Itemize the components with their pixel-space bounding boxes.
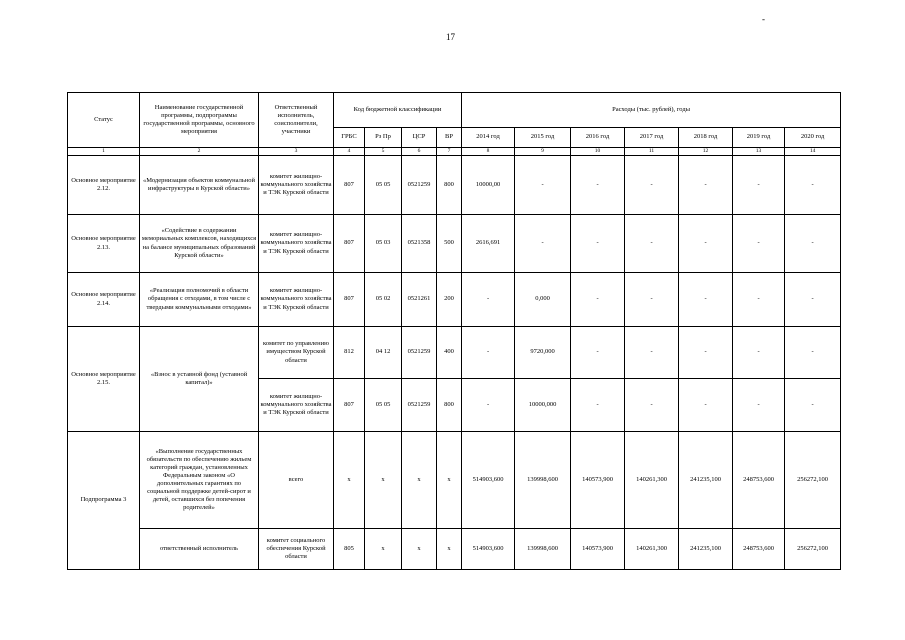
value-2018: - (679, 273, 733, 327)
vr-cell: 800 (437, 379, 462, 432)
index-cell: 13 (733, 148, 785, 156)
index-cell: 14 (785, 148, 841, 156)
status-cell: Основное мероприятие 2.13. (68, 215, 140, 273)
rzpr-cell: х (365, 529, 402, 570)
responsible-cell: комитет жилищно-коммунального хозяйства и ТЭК Курской области (259, 379, 334, 432)
value-2014: 10000,00 (462, 156, 515, 215)
value-2017: - (625, 215, 679, 273)
grbs-cell: 807 (334, 156, 365, 215)
rzpr-cell: 05 02 (365, 273, 402, 327)
index-cell: 10 (571, 148, 625, 156)
table-row (68, 529, 841, 570)
index-cell: 4 (334, 148, 365, 156)
value-2014: - (462, 273, 515, 327)
header-year: 2020 год (785, 128, 841, 148)
header-year: 2014 год (462, 128, 515, 148)
value-2017: 140261,300 (625, 529, 679, 570)
csr-cell: х (402, 529, 437, 570)
responsible-cell: комитет жилищно-коммунального хозяйства и ТЭК Курской области (259, 215, 334, 273)
csr-cell: х (402, 432, 437, 529)
value-2020: - (785, 327, 841, 379)
grbs-cell: 807 (334, 273, 365, 327)
value-2018: - (679, 327, 733, 379)
value-2019: - (733, 273, 785, 327)
value-2017: - (625, 273, 679, 327)
index-cell: 3 (259, 148, 334, 156)
table-row (68, 432, 841, 529)
value-2020: - (785, 379, 841, 432)
header-year: 2018 год (679, 128, 733, 148)
value-2020: - (785, 273, 841, 327)
grbs-cell: х (334, 432, 365, 529)
value-2016: - (571, 327, 625, 379)
vr-cell: 200 (437, 273, 462, 327)
name-cell: «Выполнение государственных обязательств по обеспечению жильем категорий граждан, установленных Федеральным законом «О дополнительных гарантиях по социальной поддержке детей-сирот и детей, оставшихся без попечения родителей» (140, 432, 259, 529)
status-cell: Основное мероприятие 2.12. (68, 156, 140, 215)
responsible-cell: комитет по управлению имуществом Курской области (259, 327, 334, 379)
table-row (68, 215, 841, 273)
value-2015: - (515, 215, 571, 273)
value-2019: - (733, 156, 785, 215)
grbs-cell: 812 (334, 327, 365, 379)
csr-cell: 0521259 (402, 156, 437, 215)
rzpr-cell: 05 05 (365, 379, 402, 432)
index-cell: 7 (437, 148, 462, 156)
csr-cell: 0521358 (402, 215, 437, 273)
header-code-group: Код бюджетной классификации (334, 93, 462, 128)
value-2019: - (733, 327, 785, 379)
index-cell: 8 (462, 148, 515, 156)
value-2014: 2616,691 (462, 215, 515, 273)
responsible-cell: комитет социального обеспечения Курской области (259, 529, 334, 570)
grbs-cell: 807 (334, 215, 365, 273)
table-row (68, 156, 841, 215)
header-year: 2017 год (625, 128, 679, 148)
rzpr-cell: 05 03 (365, 215, 402, 273)
value-2019: 248753,600 (733, 529, 785, 570)
value-2018: - (679, 215, 733, 273)
vr-cell: х (437, 529, 462, 570)
value-2019: 248753,600 (733, 432, 785, 529)
value-2015: 9720,000 (515, 327, 571, 379)
value-2014: 514903,600 (462, 529, 515, 570)
name-cell: «Реализация полномочий в области обращения с отходами, в том числе с твердыми коммунальными отходами» (140, 273, 259, 327)
table-row (68, 273, 841, 327)
value-2017: 140261,300 (625, 432, 679, 529)
rzpr-cell: 05 05 (365, 156, 402, 215)
value-2015: 139998,600 (515, 529, 571, 570)
value-2014: 514903,600 (462, 432, 515, 529)
value-2019: - (733, 215, 785, 273)
value-2017: - (625, 379, 679, 432)
vr-cell: х (437, 432, 462, 529)
value-2017: - (625, 327, 679, 379)
value-2016: - (571, 156, 625, 215)
csr-cell: 0521259 (402, 379, 437, 432)
csr-cell: 0521261 (402, 273, 437, 327)
table-row (68, 327, 841, 379)
grbs-cell: 807 (334, 379, 365, 432)
value-2020: 256272,100 (785, 529, 841, 570)
value-2016: - (571, 215, 625, 273)
header-expenses-group: Расходы (тыс. рублей), годы (462, 93, 841, 128)
header-name: Наименование государственной программы, подпрограммы государственной программы, основного мероприятия (140, 93, 259, 148)
value-2020: 256272,100 (785, 432, 841, 529)
name-cell: «Содействие в содержании мемориальных комплексов, находящихся на балансе муниципальных образований Курской области» (140, 215, 259, 273)
responsible-cell: комитет жилищно-коммунального хозяйства и ТЭК Курской области (259, 273, 334, 327)
value-2016: - (571, 379, 625, 432)
grbs-cell: 805 (334, 529, 365, 570)
value-2016: - (571, 273, 625, 327)
header-csr: ЦСР (402, 128, 437, 148)
name-cell: ответственный исполнитель (140, 529, 259, 570)
index-cell: 12 (679, 148, 733, 156)
index-cell: 6 (402, 148, 437, 156)
value-2019: - (733, 379, 785, 432)
corner-mark: - (762, 14, 765, 24)
value-2015: 10000,000 (515, 379, 571, 432)
vr-cell: 500 (437, 215, 462, 273)
value-2017: - (625, 156, 679, 215)
page-number: 17 (446, 32, 455, 42)
name-cell: «Модернизация объектов коммунальной инфраструктуры в Курской области» (140, 156, 259, 215)
value-2016: 140573,900 (571, 432, 625, 529)
budget-table (67, 92, 841, 570)
index-cell: 2 (140, 148, 259, 156)
value-2014: - (462, 327, 515, 379)
status-cell: Подпрограмма 3 (68, 432, 140, 570)
status-cell: Основное мероприятие 2.15. (68, 327, 140, 432)
value-2014: - (462, 379, 515, 432)
value-2018: 241235,100 (679, 529, 733, 570)
header-vr: ВР (437, 128, 462, 148)
value-2018: - (679, 379, 733, 432)
index-cell: 5 (365, 148, 402, 156)
value-2018: - (679, 156, 733, 215)
value-2015: 139998,600 (515, 432, 571, 529)
rzpr-cell: х (365, 432, 402, 529)
value-2015: - (515, 156, 571, 215)
header-year: 2019 год (733, 128, 785, 148)
responsible-cell: всего (259, 432, 334, 529)
value-2015: 0,000 (515, 273, 571, 327)
csr-cell: 0521259 (402, 327, 437, 379)
index-cell: 9 (515, 148, 571, 156)
name-cell: «Взнос в уставной фонд (уставной капитал)» (140, 327, 259, 432)
rzpr-cell: 04 12 (365, 327, 402, 379)
index-cell: 1 (68, 148, 140, 156)
header-status: Статус (68, 93, 140, 148)
value-2020: - (785, 156, 841, 215)
value-2018: 241235,100 (679, 432, 733, 529)
vr-cell: 400 (437, 327, 462, 379)
header-responsible: Ответственный исполнитель, соисполнители, участники (259, 93, 334, 148)
header-year: 2016 год (571, 128, 625, 148)
value-2020: - (785, 215, 841, 273)
responsible-cell: комитет жилищно-коммунального хозяйства и ТЭК Курской области (259, 156, 334, 215)
index-cell: 11 (625, 148, 679, 156)
status-cell: Основное мероприятие 2.14. (68, 273, 140, 327)
vr-cell: 800 (437, 156, 462, 215)
header-year: 2015 год (515, 128, 571, 148)
value-2016: 140573,900 (571, 529, 625, 570)
header-rzpr: Рз Пр (365, 128, 402, 148)
header-grbs: ГРБС (334, 128, 365, 148)
